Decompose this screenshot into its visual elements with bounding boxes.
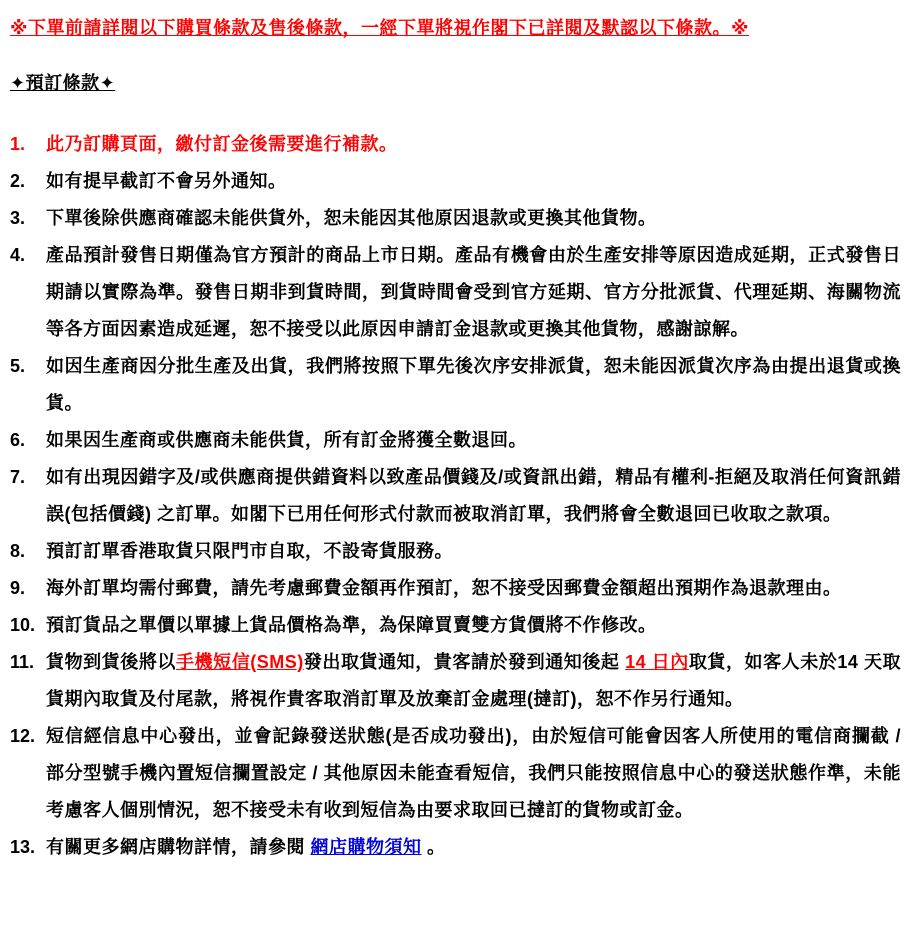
term-number: 8.	[10, 541, 26, 561]
term-text: 如因生產商因分批生產及出貨，我們將按照下單先後次序安排派貨，恕未能因派貨次序為由提出退貨或換貨。	[46, 356, 901, 413]
term-text: 下單後除供應商確認未能供貨外，恕未能因其他原因退款或更換其他貨物。	[46, 208, 657, 228]
term-number: 2.	[10, 171, 26, 191]
term-text-segment: 。	[421, 837, 446, 857]
term-text: 短信經信息中心發出，並會記錄發送狀態(是否成功發出)，由於短信可能會因客人所使用的電信商攔截 / 部分型號手機內置短信攔置設定 / 其他原因未能查看短信，我們只能按照信息中心的發送狀態作準，未能考慮客人個別情況，恕不接受未有收到短信為由要求取回已撻訂的貨物或訂金。	[46, 726, 901, 820]
term-text: 如有出現因錯字及/或供應商提供錯資料以致產品價錢及/或資訊出錯，精品有權利-拒絕及取消任何資訊錯誤(包括價錢) 之訂單。如閣下已用任何形式付款而被取消訂單，我們將會全數退回已收取之款項。	[46, 467, 901, 524]
term-number: 10.	[10, 615, 36, 635]
term-text: 如有提早截訂不會另外通知。	[46, 171, 287, 191]
term-text-segment: 取貨，如客人未於14 天取貨期內取貨及付尾款，將視作貴客取消訂單及放棄訂金處理(撻訂)，恕不作另行通知。	[46, 652, 902, 709]
term-number: 1.	[10, 134, 26, 154]
term-text	[46, 829, 901, 866]
term-item-8	[10, 533, 901, 570]
term-item-7	[10, 459, 901, 533]
term-text: 海外訂單均需付郵費，請先考慮郵費金額再作預訂，恕不接受因郵費金額超出預期作為退款理由。	[46, 578, 842, 598]
term-number: 6.	[10, 430, 26, 450]
fourteen-days-highlight: 14 日內	[625, 652, 689, 672]
term-item-11	[10, 644, 901, 718]
term-item-12	[10, 718, 901, 829]
term-item-9	[10, 570, 901, 607]
sms-highlight: 手機短信(SMS)	[175, 652, 304, 672]
term-item-4	[10, 237, 901, 348]
term-number: 11.	[10, 652, 35, 672]
term-item-3	[10, 200, 901, 237]
term-number: 4.	[10, 245, 26, 265]
term-number: 12.	[10, 726, 36, 746]
term-item-13	[10, 829, 901, 866]
term-item-5	[10, 348, 901, 422]
term-item-2	[10, 163, 901, 200]
term-text	[46, 644, 901, 718]
term-number: 7.	[10, 467, 26, 487]
term-item-10	[10, 607, 901, 644]
term-item-6	[10, 422, 901, 459]
term-number: 5.	[10, 356, 26, 376]
term-text-segment: 發出取貨通知，貴客請於發到通知後起	[303, 652, 626, 672]
term-number: 13.	[10, 837, 36, 857]
term-text-segment: 有關更多網店購物詳情，請參閱	[46, 837, 311, 857]
term-text: 預訂貨品之單價以單據上貨品價格為準，為保障買賣雙方貨價將不作修改。	[46, 615, 657, 635]
term-text: 此乃訂購頁面，繳付訂金後需要進行補款。	[46, 134, 398, 154]
preorder-terms-section-title: ✦預訂條款✦	[10, 73, 116, 93]
terms-list	[10, 126, 901, 866]
term-text: 預訂訂單香港取貨只限門市自取，不設寄貨服務。	[46, 541, 453, 561]
term-text: 產品預計發售日期僅為官方預計的商品上市日期。產品有機會由於生產安排等原因造成延期，正式發售日期請以實際為準。發售日期非到貨時間，到貨時間會受到官方延期、官方分批派貨、代理延期、海關物流等各方面因素造成延遲，恕不接受以此原因申請訂金退款或更換其他貨物，感謝諒解。	[46, 245, 901, 339]
term-item-1	[10, 126, 901, 163]
purchase-terms-warning-header: ※下單前請詳閱以下購買條款及售後條款，一經下單將視作閣下已詳閱及默認以下條款。※	[10, 18, 749, 38]
shop-guide-link[interactable]: 網店購物須知	[310, 837, 422, 857]
term-number: 9.	[10, 578, 26, 598]
term-number: 3.	[10, 208, 26, 228]
term-text-segment: 貨物到貨後將以	[46, 652, 176, 672]
term-text: 如果因生產商或供應商未能供貨，所有訂金將獲全數退回。	[46, 430, 527, 450]
